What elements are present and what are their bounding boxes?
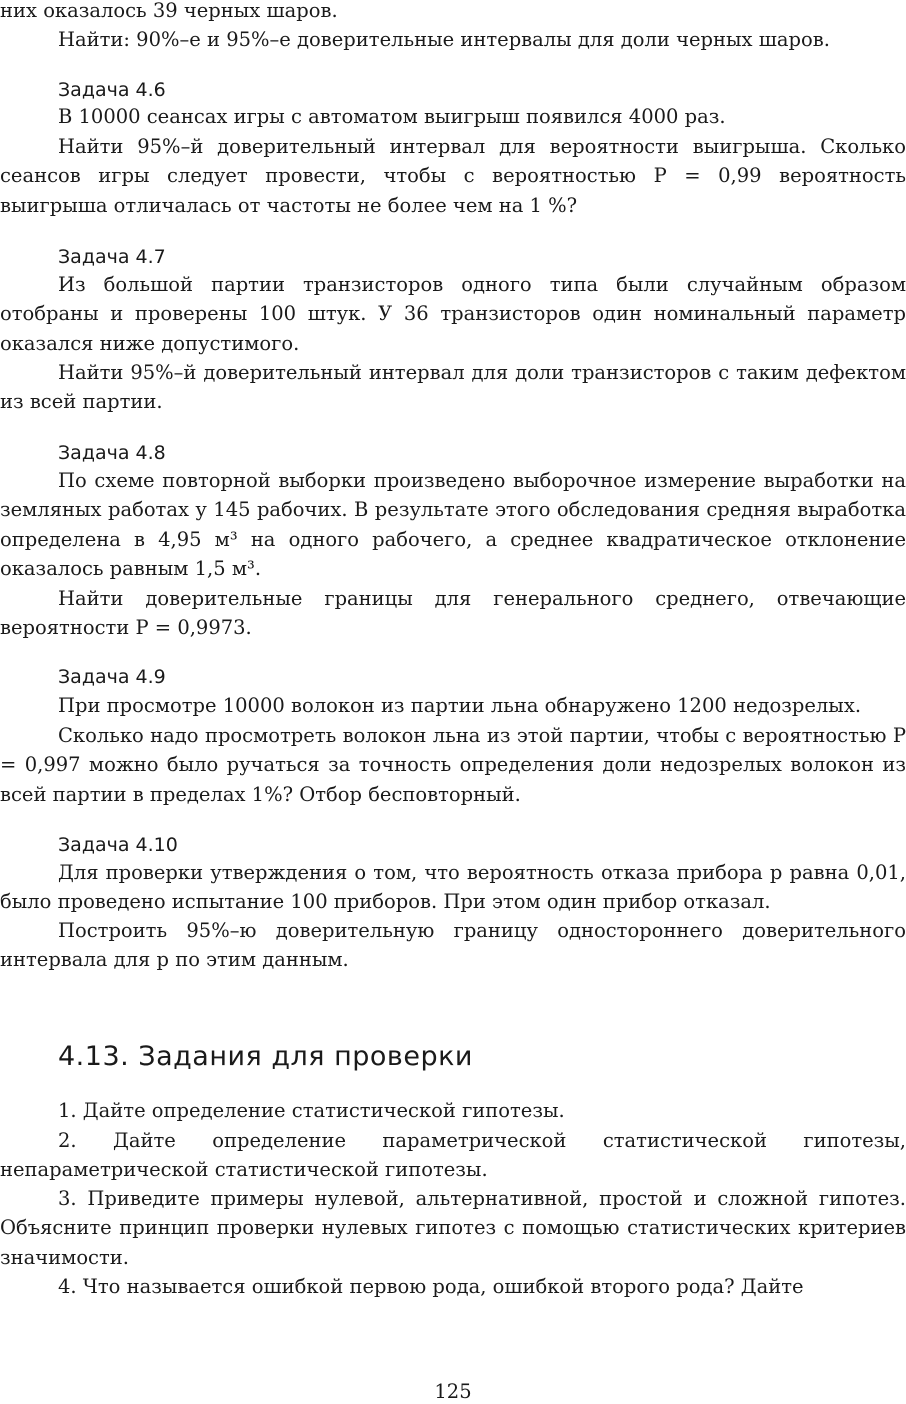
section-heading: 4.13. Задания для проверки: [58, 1041, 473, 1072]
task-4-6-paragraph-2: Найти 95%–й доверительный интервал для вероятности выигрыша. Сколько сеансов игры следует провести, чтобы с вероятностью P = 0,99 вероятность выигрыша отличалась от частоты не более чем на 1 %?: [0, 135, 906, 217]
task-heading-4-9: Задача 4.9: [58, 666, 166, 688]
task-4-6-paragraph-1: В 10000 сеансах игры с автоматом выигрыш появился 4000 раз.: [58, 105, 726, 128]
question-4: 4. Что называется ошибкой первою рода, ошибкой второго рода? Дайте: [58, 1275, 804, 1298]
task-4-9-paragraph-2: Сколько надо просмотреть волокон льна из этой партии, чтобы с вероятностью P = 0,997 можно было ручаться за точность определения доли недозрелых волокон из всей партии в пределах 1%? Отбор бесповторный.: [0, 724, 906, 806]
task-4-8-paragraph-2: Найти доверительные границы для генерального среднего, отвечающие вероятности P = 0,9973.: [0, 587, 906, 640]
task-4-7-paragraph-1: Из большой партии транзисторов одного типа были случайным образом отобраны и проверены 100 штук. У 36 транзисторов один номинальный параметр оказался ниже допустимого.: [0, 273, 906, 355]
question-1: 1. Дайте определение статистической гипотезы.: [58, 1099, 565, 1122]
task-4-10-paragraph-2: Построить 95%–ю доверительную границу одностороннего доверительного интервала для p по этим данным.: [0, 919, 906, 972]
task-4-7-paragraph-2: Найти 95%–й доверительный интервал для доли транзисторов с таким дефектом из всей партии.: [0, 361, 906, 414]
question-2: 2. Дайте определение параметрической статистической гипотезы, непараметрической статистической гипотезы.: [0, 1129, 906, 1182]
task-4-8-paragraph-1: По схеме повторной выборки произведено выборочное измерение выработки на земляных работах у 145 рабочих. В результате этого обследования средняя выработка определена в 4,95 м³ на одного рабочего, а среднее квадратическое отклонение оказалось равным 1,5 м³.: [0, 469, 906, 580]
task-4-10-paragraph-1: Для проверки утверждения о том, что вероятность отказа прибора p равна 0,01, было проведено испытание 100 приборов. При этом один прибор отказал.: [0, 861, 906, 914]
paragraph-top-task: Найти: 90%–е и 95%–е доверительные интервалы для доли черных шаров.: [58, 28, 830, 51]
task-heading-4-8: Задача 4.8: [58, 442, 166, 464]
paragraph-top-continuation: них оказалось 39 черных шаров.: [0, 0, 338, 22]
page-number: 125: [434, 1380, 472, 1403]
task-heading-4-6: Задача 4.6: [58, 79, 166, 101]
task-heading-4-7: Задача 4.7: [58, 246, 166, 268]
task-heading-4-10: Задача 4.10: [58, 834, 178, 856]
question-3: 3. Приведите примеры нулевой, альтернативной, простой и сложной гипотез. Объясните принцип проверки нулевых гипотез с помощью статистических критериев значимости.: [0, 1187, 906, 1269]
task-4-9-paragraph-1: При просмотре 10000 волокон из партии льна обнаружено 1200 недозрелых.: [58, 694, 862, 717]
